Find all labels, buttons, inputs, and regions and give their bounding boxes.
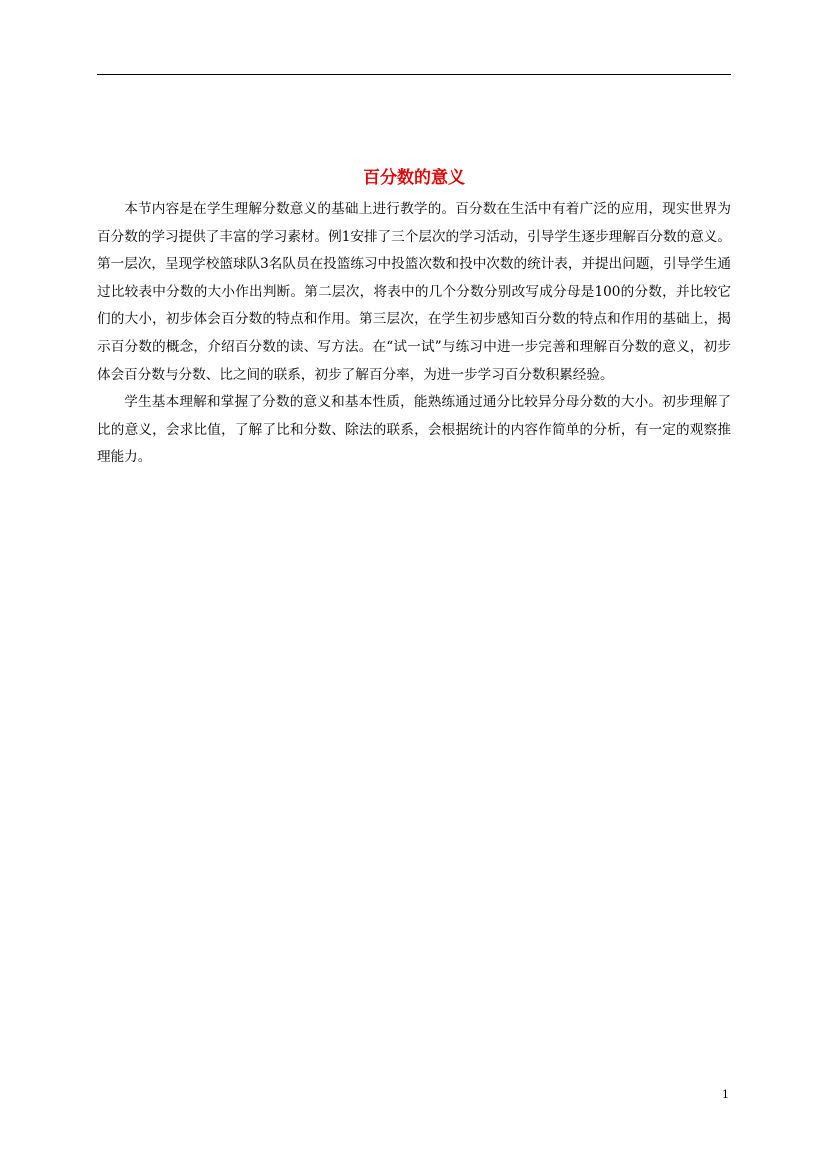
document-body <box>97 196 731 472</box>
document-title: 百分数的意义 <box>363 168 465 188</box>
page-number: 1 <box>722 1088 729 1101</box>
header-rule <box>97 74 731 75</box>
paragraph-1: 本节内容是在学生理解分数意义的基础上进行教学的。百分数在生活中有着广泛的应用，现实世界为百分数的学习提供了丰富的学习素材。例1安排了三个层次的学习活动，引导学生逐步理解百分数的意义。第一层次，呈现学校篮球队3名队员在投篮练习中投篮次数和投中次数的统计表，并提出问题，引导学生通过比较表中分数的大小作出判断。第二层次，将表中的几个分数分别改写成分母是100的分数，并比较它们的大小，初步体会百分数的特点和作用。第三层次，在学生初步感知百分数的特点和作用的基础上，揭示百分数的概念，介绍百分数的读、写方法。在“试一试”与练习中进一步完善和理解百分数的意义，初步体会百分数与分数、比之间的联系，初步了解百分率，为进一步学习百分数积累经验。 <box>97 201 731 383</box>
paragraph-2: 学生基本理解和掌握了分数的意义和基本性质，能熟练通过通分比较异分母分数的大小。初步理解了比的意义，会求比值，了解了比和分数、除法的联系，会根据统计的内容作简单的分析，有一定的观察推理能力。 <box>97 394 731 466</box>
